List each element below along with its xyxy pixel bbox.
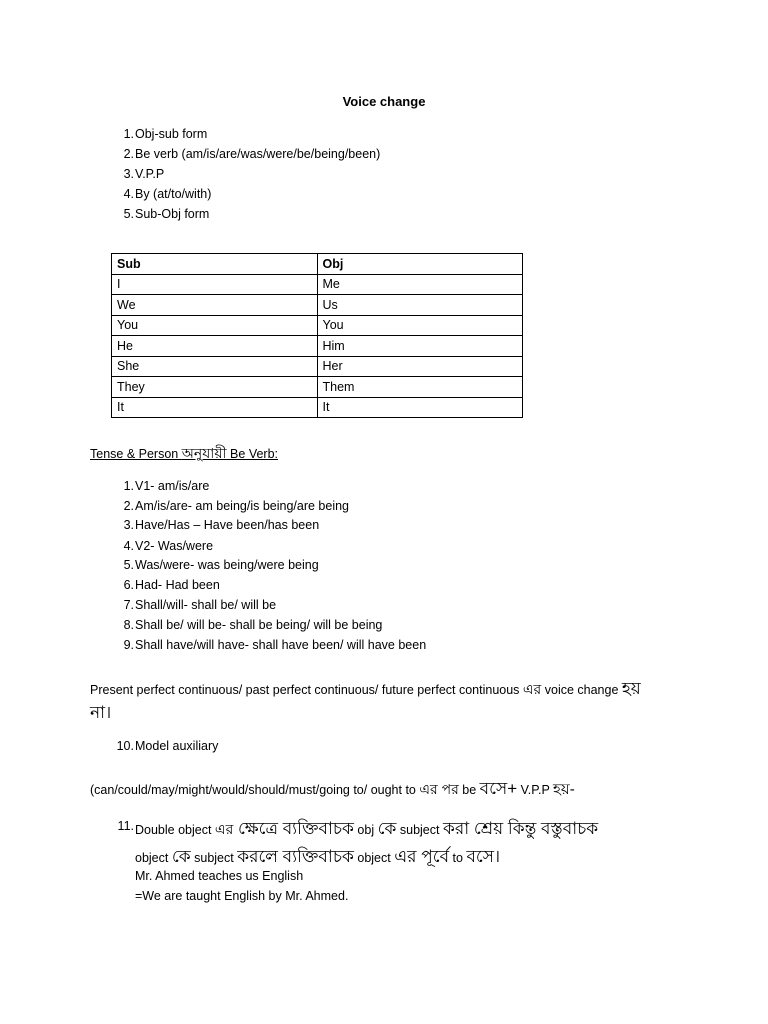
table-row (112, 356, 523, 377)
table-row (112, 377, 523, 398)
list-text: By (at/to/with) (135, 187, 212, 201)
list-text: Shall/will- shall be/ will be (135, 598, 277, 612)
table-header-cell: Sub (112, 254, 318, 275)
heading-bengali-text: অনুযায়ী (181, 445, 227, 461)
item-bengali-text: কে (171, 847, 191, 866)
list-text: Shall have/will have- shall have been/ will have been (135, 638, 427, 652)
heading-text: Tense & Person (90, 447, 182, 461)
item-text: Double object (135, 823, 215, 837)
item-bengali-text: এর (214, 821, 234, 837)
list-number: 3. (123, 518, 134, 532)
list-number: 6. (123, 578, 134, 592)
page-title: Voice change (342, 94, 426, 109)
table-row (112, 295, 523, 316)
list-number: 1. (123, 127, 134, 141)
list-text: Sub-Obj form (135, 207, 210, 221)
table-cell: I (112, 274, 318, 295)
list-text (135, 816, 598, 844)
list-number: 2. (123, 147, 134, 161)
sub-obj-table (111, 253, 523, 418)
item-text: obj (353, 823, 378, 837)
list-number: 3. (123, 167, 134, 181)
list-text: V.P.P (135, 167, 165, 181)
modal-auxiliary-note (90, 776, 575, 804)
list-text: V2- Was/were (135, 539, 214, 553)
list-number: 8. (123, 618, 134, 632)
table-row (112, 274, 523, 295)
table-header-cell: Obj (317, 254, 523, 275)
note-bengali-text: হয় (621, 679, 641, 698)
list-text: Model auxiliary (135, 739, 219, 753)
note-bengali-text: এর পর (419, 781, 459, 797)
list-number: 5. (123, 558, 134, 572)
perfect-continuous-note (90, 676, 641, 704)
list-number: 10. (116, 739, 134, 753)
item-bengali-text: বসে। (466, 847, 501, 866)
list-text: Be verb (am/is/are/was/were/be/being/been) (135, 147, 381, 161)
note-text: (can/could/may/might/would/should/must/going to/ ought to (90, 783, 420, 797)
list-text: Shall be/ will be- shall be being/ will be being (135, 618, 383, 632)
table-row (112, 397, 523, 418)
note-text: V.P.P (517, 783, 554, 797)
table-cell: We (112, 295, 318, 316)
table-cell: You (112, 315, 318, 336)
example-sentence: Mr. Ahmed teaches us English (135, 869, 304, 883)
perfect-continuous-note-line2: না। (90, 703, 112, 722)
table-cell: Me (317, 274, 523, 295)
table-cell: Her (317, 356, 523, 377)
item-bengali-text: কে (377, 819, 397, 838)
table-cell: It (112, 397, 318, 418)
item-text: subject (396, 823, 443, 837)
item-bengali-text: করা শ্রেয় কিন্তু বস্তুবাচক (442, 819, 599, 838)
list-text: Was/were- was being/were being (135, 558, 319, 572)
table-cell: She (112, 356, 318, 377)
list-number: 5. (123, 207, 134, 221)
note-text: Present perfect continuous/ past perfect continuous/ future perfect continuous (90, 683, 523, 697)
list-text: Obj-sub form (135, 127, 208, 141)
table-cell: Them (317, 377, 523, 398)
example-answer: =We are taught English by Mr. Ahmed. (135, 889, 349, 903)
item-text: subject (190, 851, 238, 865)
list-number: 1. (123, 479, 134, 493)
list-number: 9. (123, 638, 134, 652)
table-cell: Us (317, 295, 523, 316)
list-number: 4. (123, 187, 134, 201)
list-text: Have/Has – Have been/has been (135, 518, 320, 532)
table-row (112, 336, 523, 357)
table-cell: Him (317, 336, 523, 357)
item-continuation-line (135, 844, 500, 872)
table-row (112, 315, 523, 336)
list-number: 11. (117, 819, 134, 833)
item-text: object (135, 851, 172, 865)
item-bengali-text: করলে ব্যক্তিবাচক (237, 847, 354, 866)
note-bengali-text: এর (522, 681, 542, 697)
note-text: be (458, 783, 480, 797)
list-number: 2. (123, 499, 134, 513)
item-bengali-text: ক্ষেত্রে ব্যক্তিবাচক (233, 819, 354, 838)
table-cell: He (112, 336, 318, 357)
table-cell: They (112, 377, 318, 398)
table-header-row (112, 254, 523, 275)
list-text: Had- Had been (135, 578, 220, 592)
item-text: to (449, 851, 467, 865)
table-cell: It (317, 397, 523, 418)
heading-text: Be Verb: (226, 447, 279, 461)
note-text: voice change (541, 683, 622, 697)
list-text: Am/is/are- am being/is being/are being (135, 499, 350, 513)
table-cell: You (317, 315, 523, 336)
list-number: 7. (123, 598, 134, 612)
list-number: 4. (123, 539, 134, 553)
item-text: object (353, 851, 395, 865)
note-bengali-text: বসে+ (479, 779, 518, 798)
item-bengali-text: এর পূর্বে (394, 847, 450, 866)
list-text: V1- am/is/are (135, 479, 210, 493)
section-heading (90, 442, 278, 466)
note-bengali-text: হয়- (553, 781, 575, 798)
